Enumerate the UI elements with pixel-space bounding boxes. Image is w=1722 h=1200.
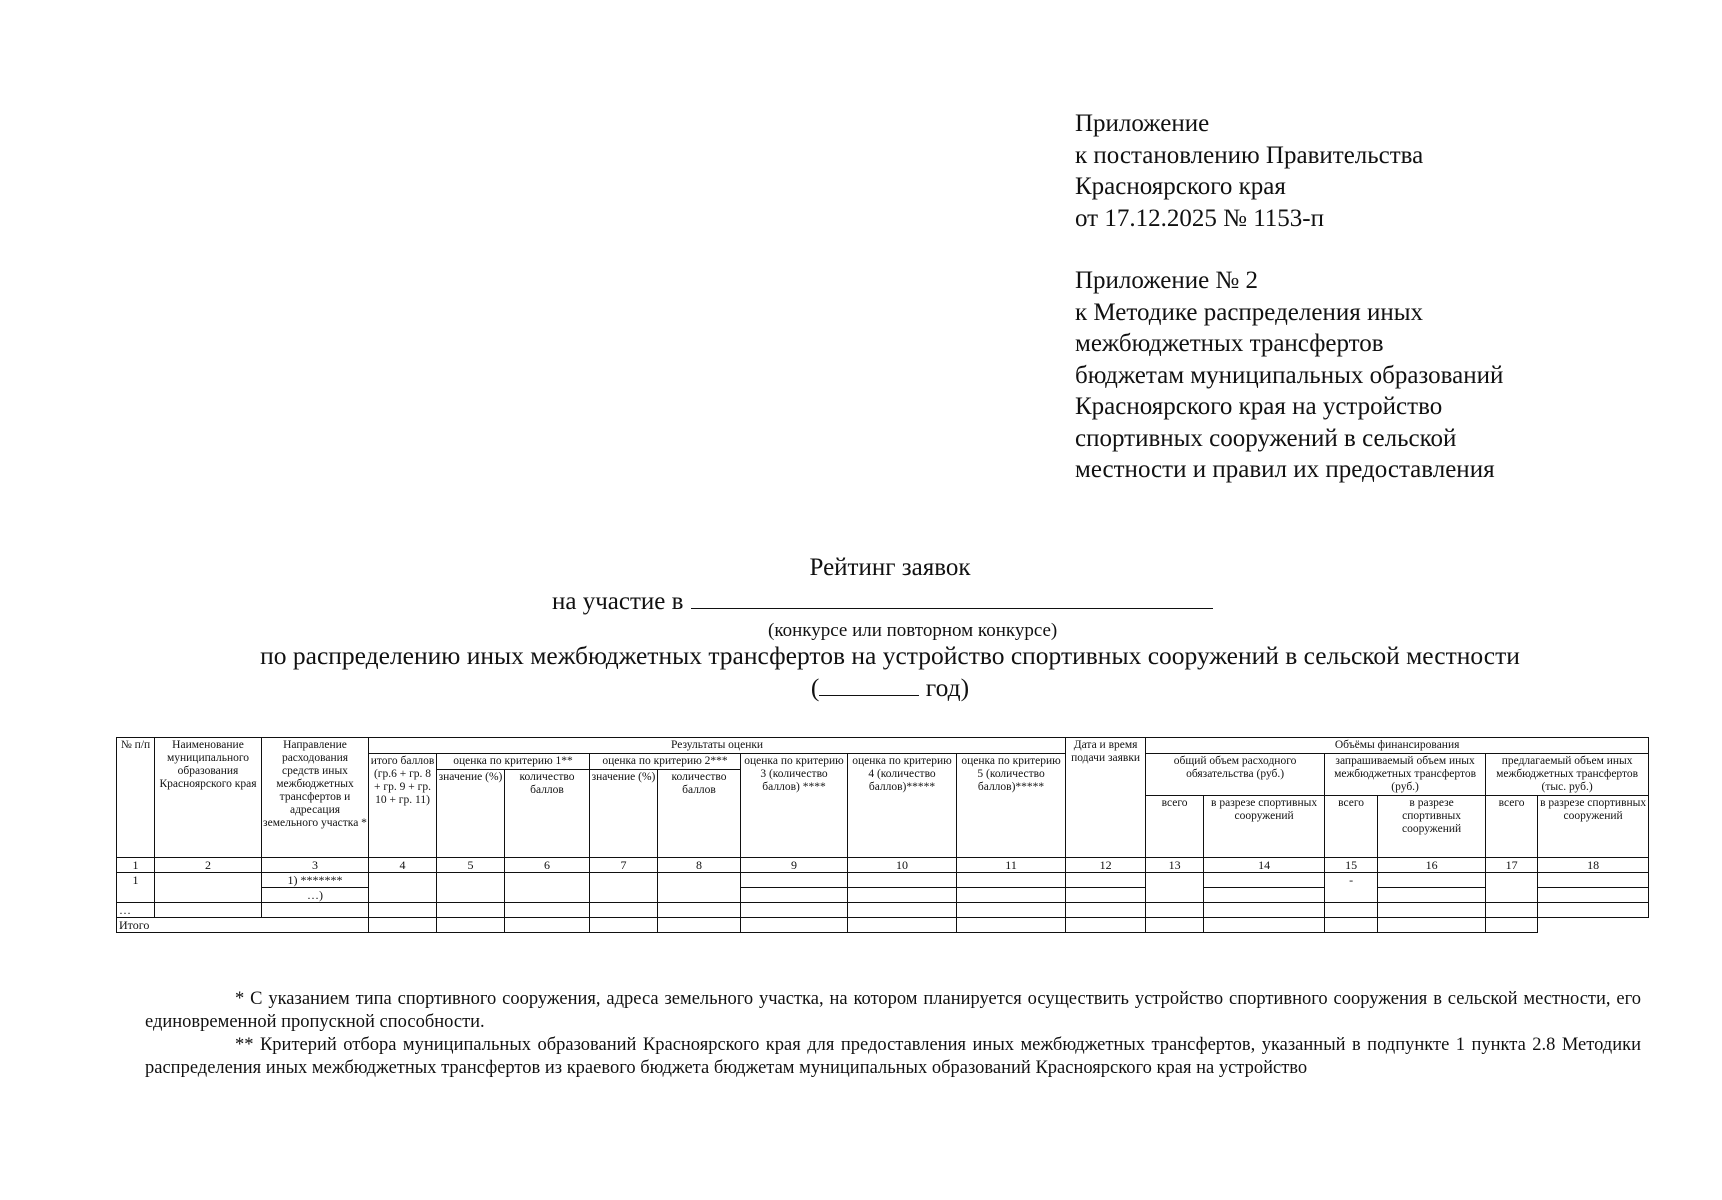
table-cell bbox=[741, 903, 848, 918]
table-cell bbox=[590, 903, 658, 918]
table-cell bbox=[590, 918, 658, 933]
header-criterion-3: оценка по критерию 3 (количество баллов) **** bbox=[741, 754, 848, 858]
footnote-text: ** Критерий отбора муниципальных образований Красноярского края для предоставления иных межбюджетных трансфертов, указанный в подпункте 1 пункта 2.8 Методики распределения иных межбюджетных трансфертов из краевого бюджета бюджетам муниципальных образований Красноярского края на устройство bbox=[145, 1035, 1641, 1078]
table-cell bbox=[1066, 873, 1146, 888]
total-label: Итого bbox=[117, 918, 369, 933]
header-by-facility: в разрезе спортивных сооружений bbox=[1378, 796, 1486, 858]
table-cell bbox=[262, 903, 369, 918]
header-num: № п/п bbox=[117, 738, 155, 858]
column-number: 5 bbox=[437, 858, 505, 873]
table-cell bbox=[1325, 903, 1378, 918]
column-number: 11 bbox=[957, 858, 1066, 873]
row-number: 1 bbox=[117, 873, 155, 903]
footnote-text: * С указанием типа спортивного сооружения, адреса земельного участка, на котором планируется осуществить устройство спортивного сооружения в сельской местности, его единовременной пропускной способности. bbox=[145, 989, 1641, 1032]
table-cell bbox=[658, 918, 741, 933]
table-cell bbox=[741, 888, 848, 903]
header-total-points: итого баллов (гр.6 + гр. 8 + гр. 9 + гр. 10 + гр. 11) bbox=[369, 754, 437, 858]
column-number-row bbox=[117, 858, 1649, 873]
table-cell bbox=[741, 873, 848, 888]
participation-blank bbox=[691, 586, 1213, 609]
table-cell bbox=[1538, 888, 1649, 903]
header-results: Результаты оценки bbox=[369, 738, 1066, 754]
table-cell bbox=[1146, 903, 1204, 918]
participation-prefix: на участие в bbox=[552, 588, 684, 615]
table-cell bbox=[1486, 918, 1538, 933]
total-row bbox=[117, 918, 1649, 933]
header-funding: Объёмы финансирования bbox=[1146, 738, 1649, 754]
appendix-line: бюджетам муниципальных образований bbox=[1075, 361, 1504, 389]
table-cell bbox=[590, 873, 658, 903]
header-all: всего bbox=[1486, 796, 1538, 858]
appendix-line: к постановлению Правительства bbox=[1075, 141, 1424, 169]
column-number: 16 bbox=[1378, 858, 1486, 873]
table-cell bbox=[658, 903, 741, 918]
column-number: 1 bbox=[117, 858, 155, 873]
header-direction: Направление расходования средств иных межбюджетных трансфертов и адресация земельного участка * bbox=[262, 738, 369, 858]
table-cell bbox=[1066, 918, 1146, 933]
table-cell bbox=[1204, 873, 1325, 888]
header-points-count: количество баллов bbox=[505, 770, 590, 858]
table-cell bbox=[1204, 903, 1325, 918]
table-cell bbox=[957, 918, 1066, 933]
column-number: 4 bbox=[369, 858, 437, 873]
table-cell bbox=[369, 873, 437, 903]
header-criterion-5: оценка по критерию 5 (количество баллов)***** bbox=[957, 754, 1066, 858]
table-row bbox=[117, 903, 1649, 918]
column-number: 2 bbox=[155, 858, 262, 873]
header-all: всего bbox=[1146, 796, 1204, 858]
appendix-line: межбюджетных трансфертов bbox=[1075, 330, 1384, 357]
appendix-line: от 17.12.2025 № 1153-п bbox=[1075, 204, 1324, 232]
column-number: 9 bbox=[741, 858, 848, 873]
rating-table bbox=[116, 737, 1649, 933]
header-value-percent: значение (%) bbox=[437, 770, 505, 858]
footnote-2 bbox=[145, 1034, 1641, 1080]
appendix-line: Приложение № 2 bbox=[1075, 267, 1259, 294]
column-number: 15 bbox=[1325, 858, 1378, 873]
table-cell bbox=[957, 888, 1066, 903]
participation-hint: (конкурсе или повторном конкурсе) bbox=[768, 620, 1058, 641]
table-cell bbox=[155, 903, 262, 918]
table-cell bbox=[1066, 903, 1146, 918]
header-value-percent: значение (%) bbox=[590, 770, 658, 858]
direction-item: …) bbox=[262, 888, 369, 903]
table-cell bbox=[1204, 888, 1325, 903]
table-cell bbox=[1325, 918, 1378, 933]
column-number: 18 bbox=[1538, 858, 1649, 873]
table-cell bbox=[437, 903, 505, 918]
table-cell bbox=[957, 873, 1066, 888]
table-cell bbox=[957, 903, 1066, 918]
year-close: год) bbox=[919, 673, 970, 702]
appendix-line: местности и правил их предоставления bbox=[1075, 456, 1495, 483]
table-cell bbox=[155, 873, 262, 903]
header-criterion-4: оценка по критерию 4 (количество баллов)***** bbox=[848, 754, 957, 858]
table-cell bbox=[505, 873, 590, 903]
table-cell bbox=[741, 918, 848, 933]
appendix-line: Красноярского края на устройство bbox=[1075, 393, 1443, 420]
column-number: 12 bbox=[1066, 858, 1146, 873]
table-cell bbox=[437, 918, 505, 933]
column-number: 10 bbox=[848, 858, 957, 873]
table-row bbox=[117, 873, 1649, 888]
table-cell bbox=[1325, 873, 1378, 903]
dash-mark: - bbox=[1349, 873, 1354, 887]
table-cell bbox=[1146, 873, 1204, 903]
document-subtitle: по распределению иных межбюджетных трансфертов на устройство спортивных сооружений в сельской местности bbox=[260, 641, 1520, 670]
footnote-1 bbox=[145, 988, 1641, 1034]
column-number: 13 bbox=[1146, 858, 1204, 873]
column-number: 14 bbox=[1204, 858, 1325, 873]
column-number: 8 bbox=[658, 858, 741, 873]
year-open: ( bbox=[810, 673, 820, 702]
appendix-line: Красноярского края bbox=[1075, 173, 1286, 200]
table-cell bbox=[848, 873, 957, 888]
table-cell bbox=[1204, 918, 1325, 933]
header-total-obligation: общий объем расходного обязательства (руб.) bbox=[1146, 754, 1325, 796]
year-blank bbox=[819, 675, 919, 696]
column-number: 6 bbox=[505, 858, 590, 873]
table-row bbox=[117, 888, 1649, 903]
table-cell bbox=[848, 918, 957, 933]
header-all: всего bbox=[1325, 796, 1378, 858]
appendix-2-block bbox=[1075, 265, 1503, 486]
header-by-facility: в разрезе спортивных сооружений bbox=[1204, 796, 1325, 858]
appendix-block bbox=[1075, 108, 1423, 234]
table-cell bbox=[848, 903, 957, 918]
table-cell bbox=[1378, 918, 1486, 933]
direction-item: 1) ******* bbox=[262, 873, 369, 888]
table-cell bbox=[437, 873, 505, 903]
table-cell bbox=[1378, 888, 1486, 903]
table-cell bbox=[1538, 903, 1649, 918]
column-number: 7 bbox=[590, 858, 658, 873]
table-cell bbox=[1486, 903, 1538, 918]
header-requested-transfers: запрашиваемый объем иных межбюджетных трансфертов (руб.) bbox=[1325, 754, 1486, 796]
table-cell bbox=[505, 918, 590, 933]
appendix-line: спортивных сооружений в сельской bbox=[1075, 424, 1457, 452]
column-number: 3 bbox=[262, 858, 369, 873]
table-cell bbox=[1378, 873, 1486, 888]
header-municipality: Наименование муниципального образования Красноярского края bbox=[155, 738, 262, 858]
table-cell bbox=[1538, 873, 1649, 888]
table-cell bbox=[1066, 888, 1146, 903]
header-submission-date: Дата и время подачи заявки bbox=[1066, 738, 1146, 858]
table-cell bbox=[658, 873, 741, 903]
appendix-line: Приложение bbox=[1075, 110, 1210, 137]
table-cell bbox=[369, 903, 437, 918]
participation-line bbox=[552, 586, 1213, 616]
column-number: 17 bbox=[1486, 858, 1538, 873]
table-cell bbox=[1378, 903, 1486, 918]
table-cell bbox=[1146, 918, 1204, 933]
header-criterion-2: оценка по критерию 2*** bbox=[590, 754, 741, 770]
table-cell bbox=[848, 888, 957, 903]
row-ellipsis: … bbox=[117, 903, 155, 918]
table-cell bbox=[505, 903, 590, 918]
table-cell bbox=[1486, 873, 1538, 903]
year-line bbox=[0, 673, 1722, 703]
header-by-facility: в разрезе спортивных сооружений bbox=[1538, 796, 1649, 858]
document-title: Рейтинг заявок bbox=[809, 554, 971, 581]
table-cell bbox=[369, 918, 437, 933]
header-criterion-1: оценка по критерию 1** bbox=[437, 754, 590, 770]
appendix-line: к Методике распределения иных bbox=[1075, 298, 1424, 326]
header-points-count: количество баллов bbox=[658, 770, 741, 858]
header-proposed-transfers: предлагаемый объем иных межбюджетных трансфертов (тыс. руб.) bbox=[1486, 754, 1649, 796]
